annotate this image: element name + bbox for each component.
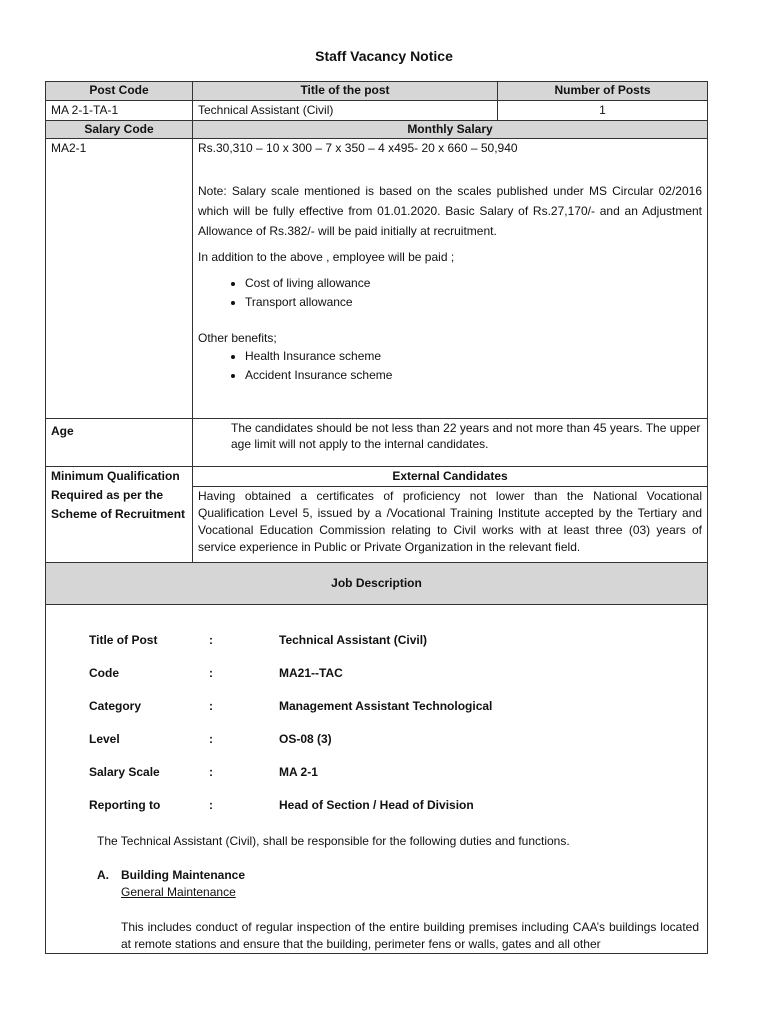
- monthly-salary-cell: [193, 139, 708, 419]
- monthly-salary-header: Monthly Salary: [193, 121, 708, 139]
- field-value-salary-scale: MA 2-1: [279, 765, 318, 779]
- salary-code-value: MA2-1: [46, 139, 193, 419]
- post-title-value: Technical Assistant (Civil): [193, 101, 498, 121]
- allowances-list: [198, 274, 702, 312]
- field-value-level: OS-08 (3): [279, 732, 332, 746]
- job-fields: [89, 631, 707, 814]
- field-value-reporting: Head of Section / Head of Division: [279, 798, 474, 812]
- section-a-subtitle: General Maintenance: [121, 885, 236, 899]
- section-a-text: This includes conduct of regular inspection of the entire building premises including CAA’s buildings located at remote stations and ensure that the building, perimeter fens or walls, gates and all other: [121, 920, 699, 951]
- salary-code-header: Salary Code: [46, 121, 193, 139]
- post-code-header: Post Code: [46, 82, 193, 101]
- section-a-title: Building Maintenance: [121, 868, 246, 882]
- salary-note: Note: Salary scale mentioned is based on the scales published under MS Circular 02/2016 which will be fully effective from 01.01.2020. Basic Salary of Rs.27,170/- and an Adjustment Allowance of Rs.382/- will be paid initially at recruitment.: [198, 184, 702, 238]
- field-sep: :: [209, 732, 213, 746]
- section-a: [97, 867, 707, 901]
- post-code-value: MA 2-1-TA-1: [46, 101, 193, 121]
- addition-intro: In addition to the above , employee will be paid ;: [198, 250, 455, 264]
- field-label-title: Title of Post: [89, 633, 158, 647]
- qualification-label: Minimum Qualification Required as per the Scheme of Recruitment: [46, 467, 193, 563]
- salary-scale: Rs.30,310 – 10 x 300 – 7 x 350 – 4 x495- 20 x 660 – 50,940: [198, 141, 518, 155]
- field-sep: :: [209, 666, 213, 680]
- field-label-salary-scale: Salary Scale: [89, 765, 160, 779]
- field-value-code: MA21--TAC: [279, 666, 343, 680]
- title-of-post-header: Title of the post: [193, 82, 498, 101]
- list-item: • Health Insurance scheme: [245, 347, 702, 366]
- list-item: • Transport allowance: [245, 293, 702, 312]
- age-label: Age: [46, 419, 193, 467]
- vacancy-table: [45, 81, 708, 954]
- other-benefits-intro: Other benefits;: [198, 331, 277, 345]
- field-sep: :: [209, 633, 213, 647]
- duties-intro: The Technical Assistant (Civil), shall be responsible for the following duties and functions.: [97, 834, 570, 848]
- job-description-body: [46, 605, 708, 954]
- field-label-category: Category: [89, 699, 142, 713]
- field-label-reporting: Reporting to: [89, 798, 161, 812]
- field-label-level: Level: [89, 732, 120, 746]
- qualification-text: Having obtained a certificates of proficiency not lower than the National Vocational Qualification Level 5, issued by a /Vocational Training Institute accepted by the Tertiary and Vocational Education Commission relating to Civil works with at least three (03) years of service experience in Public or Private Organization in the relevant field.: [193, 487, 708, 563]
- field-value-title: Technical Assistant (Civil): [279, 633, 428, 647]
- external-candidates-header: External Candidates: [193, 467, 708, 487]
- section-a-label: A.: [97, 868, 109, 882]
- field-value-category: Management Assistant Technological: [279, 699, 493, 713]
- post-count-value: 1: [498, 101, 708, 121]
- number-of-posts-header: Number of Posts: [498, 82, 708, 101]
- other-benefits-list: [198, 347, 702, 385]
- age-text: The candidates should be not less than 22 years and not more than 45 years. The upper age limit will not apply to the internal candidates.: [193, 419, 708, 467]
- field-label-code: Code: [89, 666, 119, 680]
- field-sep: :: [209, 765, 213, 779]
- field-sep: :: [209, 798, 213, 812]
- job-description-header: Job Description: [46, 563, 708, 605]
- list-item: • Cost of living allowance: [245, 274, 702, 293]
- list-item: • Accident Insurance scheme: [245, 366, 702, 385]
- document-title: Staff Vacancy Notice: [315, 48, 453, 64]
- section-a-content: [121, 867, 245, 901]
- field-sep: :: [209, 699, 213, 713]
